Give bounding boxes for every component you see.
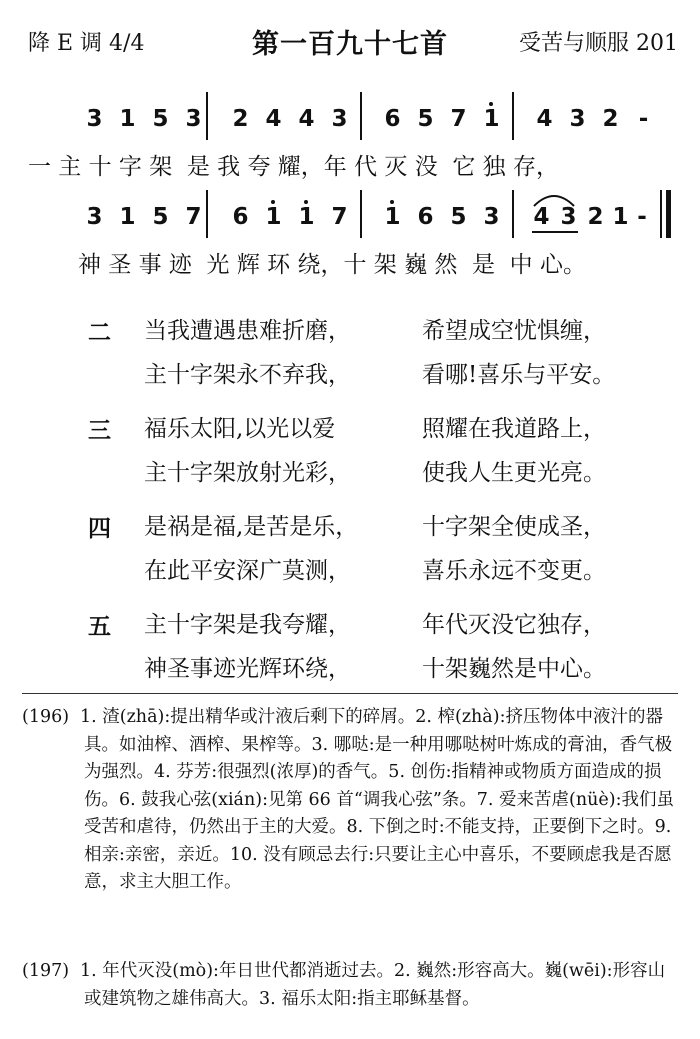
lyrics-line-1: 一 主 十 字 架 是 我 夸 耀，年 代 灭 没 它 独 存， — [28, 154, 559, 180]
page-header — [0, 22, 700, 62]
stanza-line: 照耀在我道路上， — [422, 416, 606, 442]
barline — [512, 92, 514, 140]
key-signature: 降 E 调 4/4 — [28, 31, 145, 56]
measure: 2 4 4 3 — [232, 106, 348, 132]
footnote-number: (196) — [22, 707, 70, 727]
footnote-197 — [22, 958, 682, 1013]
stanza-number: 五 — [88, 614, 111, 640]
barline — [206, 190, 208, 238]
barline — [206, 92, 208, 140]
stanza-line: 是祸是福,是苦是乐， — [144, 514, 359, 540]
page-number: 201 — [636, 31, 678, 56]
stanza-line: 看哪!喜乐与平安。 — [422, 362, 616, 388]
stanza-line: 福乐太阳,以光以爱 — [144, 416, 336, 442]
stanza-line: 神圣事迹光辉环绕， — [144, 656, 351, 682]
stanza-line: 主十字架永不弃我， — [144, 362, 351, 388]
footnote-196 — [22, 704, 682, 897]
stanza-line: 当我遭遇患难折磨， — [144, 318, 351, 344]
barline — [360, 190, 362, 238]
stanza-line: 主十字架是我夸耀， — [144, 612, 351, 638]
footnote-text: 1. 渣(zhā):提出精华或汁液后剩下的碎屑。2. 榨(zhà):挤压物体中液汁的器具。如油榨、酒榨、果榨等。3. 哪哒:是一种用哪哒树叶炼成的膏油，香气极为强烈。4. 芬芳:很强烈(浓厚)的香气。5. 创伤:指精神或物质方面造成的损伤。6. 鼓我心弦(xián):见第 66 首“调我心弦”条。7. 爱来苦虐(nüè):我们虽受苦和虐待，仍然出于主的大爱。8. 下倒之时:不能支持，正要倒下之时。9. 相亲:亲密，亲近。10. 没有顾忌去行:只要让主心中喜乐，不要顾虑我是否愿意，求主大胆工作。 — [80, 707, 674, 892]
barline — [360, 92, 362, 140]
stanza-number: 二 — [88, 320, 111, 346]
measure: 6 1 1 7 — [232, 204, 348, 230]
footnote-divider — [22, 693, 678, 694]
hymn-title: 第一百九十七首 — [252, 29, 448, 60]
stanza-line: 十字架全使成圣， — [422, 514, 606, 540]
footnote-text: 1. 年代灭没(mò):年日世代都消逝过去。2. 巍然:形容高大。巍(wēi):形容山或建筑物之雄伟高大。3. 福乐太阳:指主耶稣基督。 — [80, 961, 666, 1009]
measure: 1 6 5 3 — [384, 204, 500, 230]
final-barline-thin — [660, 190, 662, 238]
stanza-line: 喜乐永远不变更。 — [422, 558, 606, 584]
measure: 3 1 5 7 — [86, 204, 202, 230]
stanza-line: 主十字架放射光彩， — [144, 460, 351, 486]
category: 受苦与顺服 — [518, 31, 629, 56]
stanza-number: 三 — [88, 418, 111, 444]
stanza-number: 四 — [88, 516, 111, 542]
stanza-line: 在此平安深广莫测， — [144, 558, 351, 584]
stanza-line: 十架巍然是中心。 — [422, 656, 606, 682]
barline — [512, 190, 514, 238]
measure: 6 5 7 1 — [384, 106, 500, 132]
footnote-number: (197) — [22, 961, 70, 981]
stanza-line: 使我人生更光亮。 — [422, 460, 606, 486]
lyrics-line-2: 神 圣 事 迹 光 辉 环 绕，十 架 巍 然 是 中 心。 — [78, 252, 586, 278]
measure: 4 3 2 - — [536, 106, 649, 132]
measure: 4 3 2 1 - — [533, 204, 647, 230]
stanza-line: 希望成空忧惧缠， — [422, 318, 606, 344]
category-and-page — [519, 26, 678, 57]
measure: 3 1 5 3 — [86, 106, 202, 132]
stanza-line: 年代灭没它独存， — [422, 612, 606, 638]
final-barline-thick — [666, 190, 671, 238]
